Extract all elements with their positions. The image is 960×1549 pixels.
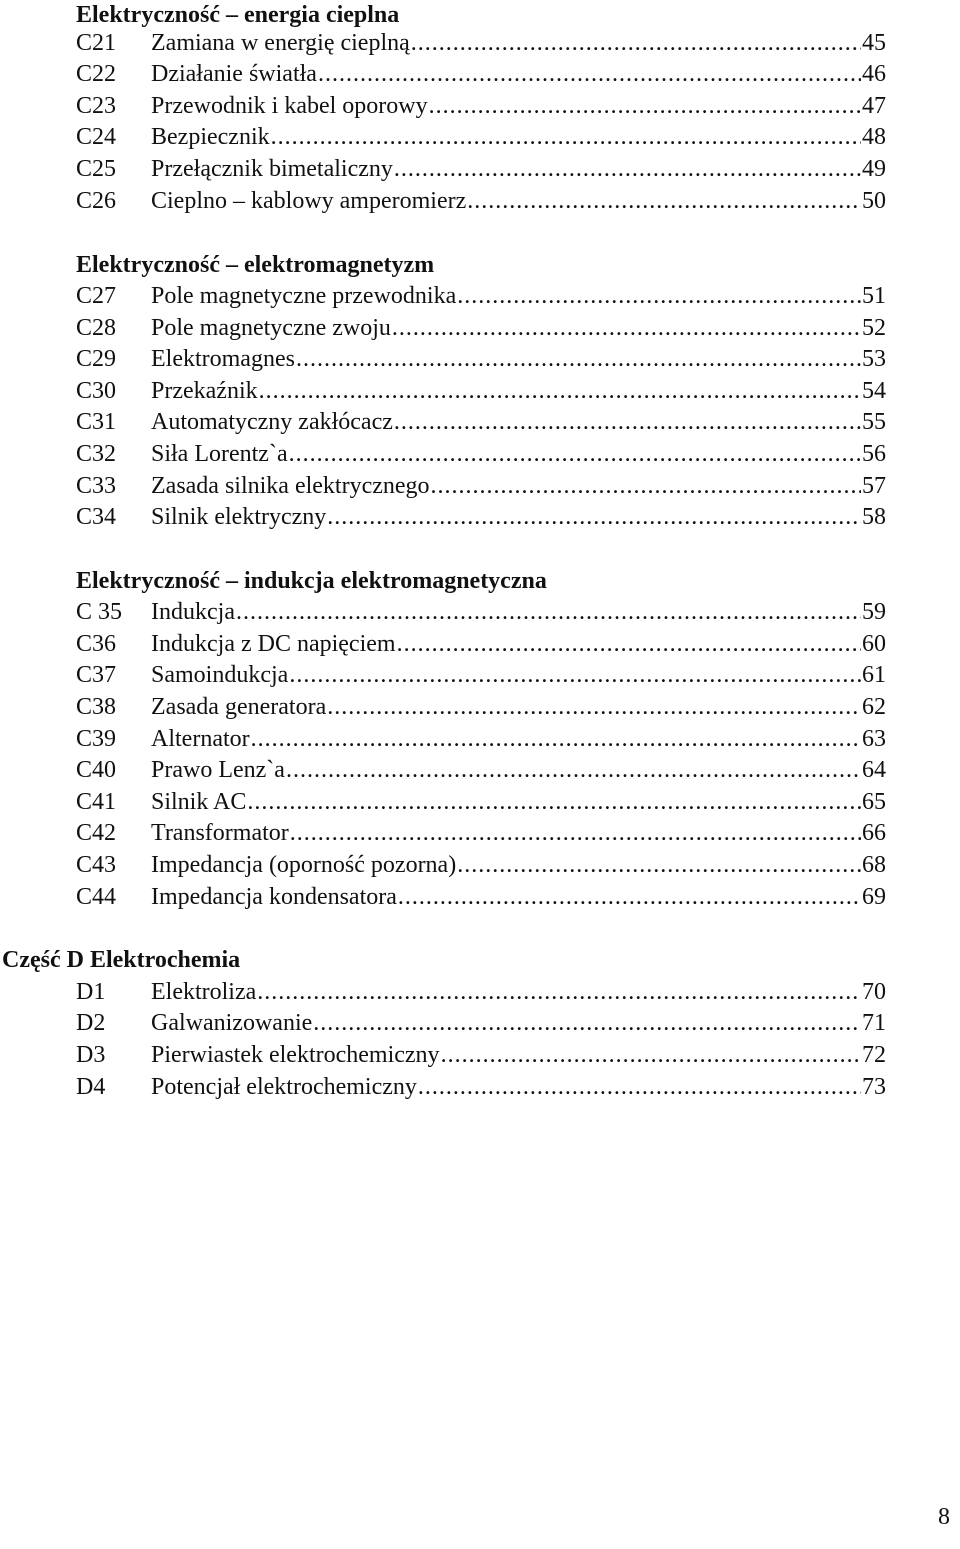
dot-leader [318, 59, 861, 90]
dot-leader [286, 755, 861, 786]
entry-page: 49 [862, 156, 886, 182]
entry-page: 72 [862, 1042, 886, 1068]
toc-entry [76, 154, 886, 185]
entry-page: 70 [862, 979, 886, 1005]
entry-page: 60 [862, 631, 886, 657]
dot-leader [257, 977, 861, 1008]
entry-page: 50 [862, 188, 886, 214]
toc-entry [76, 281, 886, 312]
entry-page: 54 [862, 378, 886, 404]
dot-leader [327, 692, 861, 723]
dot-leader [236, 597, 861, 628]
entry-code: C43 [76, 852, 117, 878]
page-number: 8 [938, 1504, 950, 1530]
entry-title: Transformator [151, 820, 289, 846]
entry-code: C24 [76, 124, 117, 150]
entry-title: Pole magnetyczne zwoju [151, 315, 391, 341]
toc-entry [76, 787, 886, 818]
dot-leader [457, 281, 861, 312]
dot-leader [431, 471, 861, 502]
toc-entry [76, 724, 886, 755]
entry-code: C41 [76, 789, 117, 815]
toc-entry [76, 407, 886, 438]
entry-code: D4 [76, 1074, 106, 1100]
entry-title: Zasada silnika elektrycznego [151, 473, 430, 499]
dot-leader [398, 882, 861, 913]
toc-entry [76, 28, 886, 59]
entry-page: 64 [862, 757, 886, 783]
entry-page: 56 [862, 441, 886, 467]
entry-title: Przekaźnik [151, 378, 258, 404]
entry-code: C44 [76, 884, 117, 910]
entry-page: 48 [862, 124, 886, 150]
entry-page: 59 [862, 599, 886, 625]
dot-leader [251, 724, 861, 755]
entry-title: Siła Lorentz`a [151, 441, 288, 467]
entry-code: C25 [76, 156, 117, 182]
entry-title: Zasada generatora [151, 694, 327, 720]
entry-title: Zamiana w energię cieplną [151, 30, 410, 56]
entry-code: C22 [76, 61, 117, 87]
dot-leader [259, 376, 861, 407]
section-heading: Elektryczność – elektromagnetyzm [76, 252, 435, 278]
toc-entry [76, 91, 886, 122]
entry-title: Pole magnetyczne przewodnika [151, 283, 457, 309]
toc-entry [76, 1040, 886, 1071]
toc-entry [76, 376, 886, 407]
entry-page: 52 [862, 315, 886, 341]
entry-code: C40 [76, 757, 117, 783]
entry-code: C31 [76, 409, 117, 435]
entry-title: Przewodnik i kabel oporowy [151, 93, 428, 119]
entry-title: Samoindukcja [151, 662, 289, 688]
entry-title: Przełącznik bimetaliczny [151, 156, 393, 182]
dot-leader [289, 660, 861, 691]
dot-leader [441, 1040, 861, 1071]
toc-entry [76, 1008, 886, 1039]
entry-title: Impedancja (oporność pozorna) [151, 852, 457, 878]
dot-leader [327, 502, 861, 533]
dot-leader [394, 407, 861, 438]
entry-page: 62 [862, 694, 886, 720]
toc-entry [76, 882, 886, 913]
dot-leader [397, 629, 861, 660]
toc-entry [76, 818, 886, 849]
entry-code: D1 [76, 979, 106, 1005]
toc-entry [76, 439, 886, 470]
entry-title: Elektromagnes [151, 346, 295, 372]
toc-entry [76, 629, 886, 660]
entry-code: C 35 [76, 599, 123, 625]
toc-entry [76, 471, 886, 502]
section-heading: Elektryczność – indukcja elektromagnetyczna [76, 568, 547, 594]
entry-title: Prawo Lenz`a [151, 757, 285, 783]
entry-title: Galwanizowanie [151, 1010, 313, 1036]
toc-entry [76, 660, 886, 691]
toc-entry [76, 59, 886, 90]
entry-page: 65 [862, 789, 886, 815]
entry-code: C33 [76, 473, 117, 499]
dot-leader [290, 818, 861, 849]
toc-entry [76, 597, 886, 628]
entry-page: 57 [862, 473, 886, 499]
entry-page: 47 [862, 93, 886, 119]
entry-code: C42 [76, 820, 117, 846]
toc-entry [76, 313, 886, 344]
entry-title: Impedancja kondensatora [151, 884, 397, 910]
entry-code: C39 [76, 726, 117, 752]
entry-page: 63 [862, 726, 886, 752]
entry-code: C28 [76, 315, 117, 341]
entry-title: Silnik elektryczny [151, 504, 327, 530]
toc-entry [76, 755, 886, 786]
dot-leader [289, 439, 861, 470]
toc-entry [76, 186, 886, 217]
toc-entry [76, 502, 886, 533]
entry-code: C21 [76, 30, 117, 56]
entry-title: Silnik AC [151, 789, 247, 815]
toc-entry [76, 692, 886, 723]
entry-title: Działanie światła [151, 61, 317, 87]
dot-leader [296, 344, 861, 375]
entry-title: Indukcja z DC napięciem [151, 631, 396, 657]
entry-page: 66 [862, 820, 886, 846]
toc-entry [76, 1072, 886, 1103]
dot-leader [313, 1008, 861, 1039]
entry-code: C37 [76, 662, 117, 688]
dot-leader [271, 122, 861, 153]
entry-page: 51 [862, 283, 886, 309]
entry-code: D3 [76, 1042, 106, 1068]
entry-title: Automatyczny zakłócacz [151, 409, 393, 435]
entry-page: 73 [862, 1074, 886, 1100]
dot-leader [467, 186, 861, 217]
entry-code: D2 [76, 1010, 106, 1036]
entry-code: C29 [76, 346, 117, 372]
entry-code: C30 [76, 378, 117, 404]
entry-title: Indukcja [151, 599, 235, 625]
entry-code: C38 [76, 694, 117, 720]
dot-leader [392, 313, 861, 344]
entry-page: 53 [862, 346, 886, 372]
entry-title: Potencjał elektrochemiczny [151, 1074, 417, 1100]
toc-entry [76, 850, 886, 881]
dot-leader [247, 787, 861, 818]
entry-code: C23 [76, 93, 117, 119]
entry-page: 69 [862, 884, 886, 910]
toc-entry [76, 344, 886, 375]
entry-code: C34 [76, 504, 117, 530]
dot-leader [429, 91, 861, 122]
entry-title: Alternator [151, 726, 250, 752]
dot-leader [457, 850, 861, 881]
dot-leader [411, 28, 861, 59]
entry-page: 46 [862, 61, 886, 87]
entry-title: Pierwiastek elektrochemiczny [151, 1042, 440, 1068]
entry-page: 45 [862, 30, 886, 56]
part-heading: Część D Elektrochemia [2, 947, 241, 973]
entry-code: C36 [76, 631, 117, 657]
entry-page: 68 [862, 852, 886, 878]
entry-page: 61 [862, 662, 886, 688]
entry-code: C26 [76, 188, 117, 214]
toc-entry [76, 122, 886, 153]
entry-code: C32 [76, 441, 117, 467]
entry-title: Cieplno – kablowy amperomierz [151, 188, 467, 214]
section-heading: Elektryczność – energia cieplna [76, 2, 400, 28]
toc-entry [76, 977, 886, 1008]
entry-page: 55 [862, 409, 886, 435]
entry-code: C27 [76, 283, 117, 309]
dot-leader [418, 1072, 861, 1103]
dot-leader [394, 154, 861, 185]
entry-title: Elektroliza [151, 979, 257, 1005]
entry-title: Bezpiecznik [151, 124, 270, 150]
entry-page: 58 [862, 504, 886, 530]
entry-page: 71 [862, 1010, 886, 1036]
